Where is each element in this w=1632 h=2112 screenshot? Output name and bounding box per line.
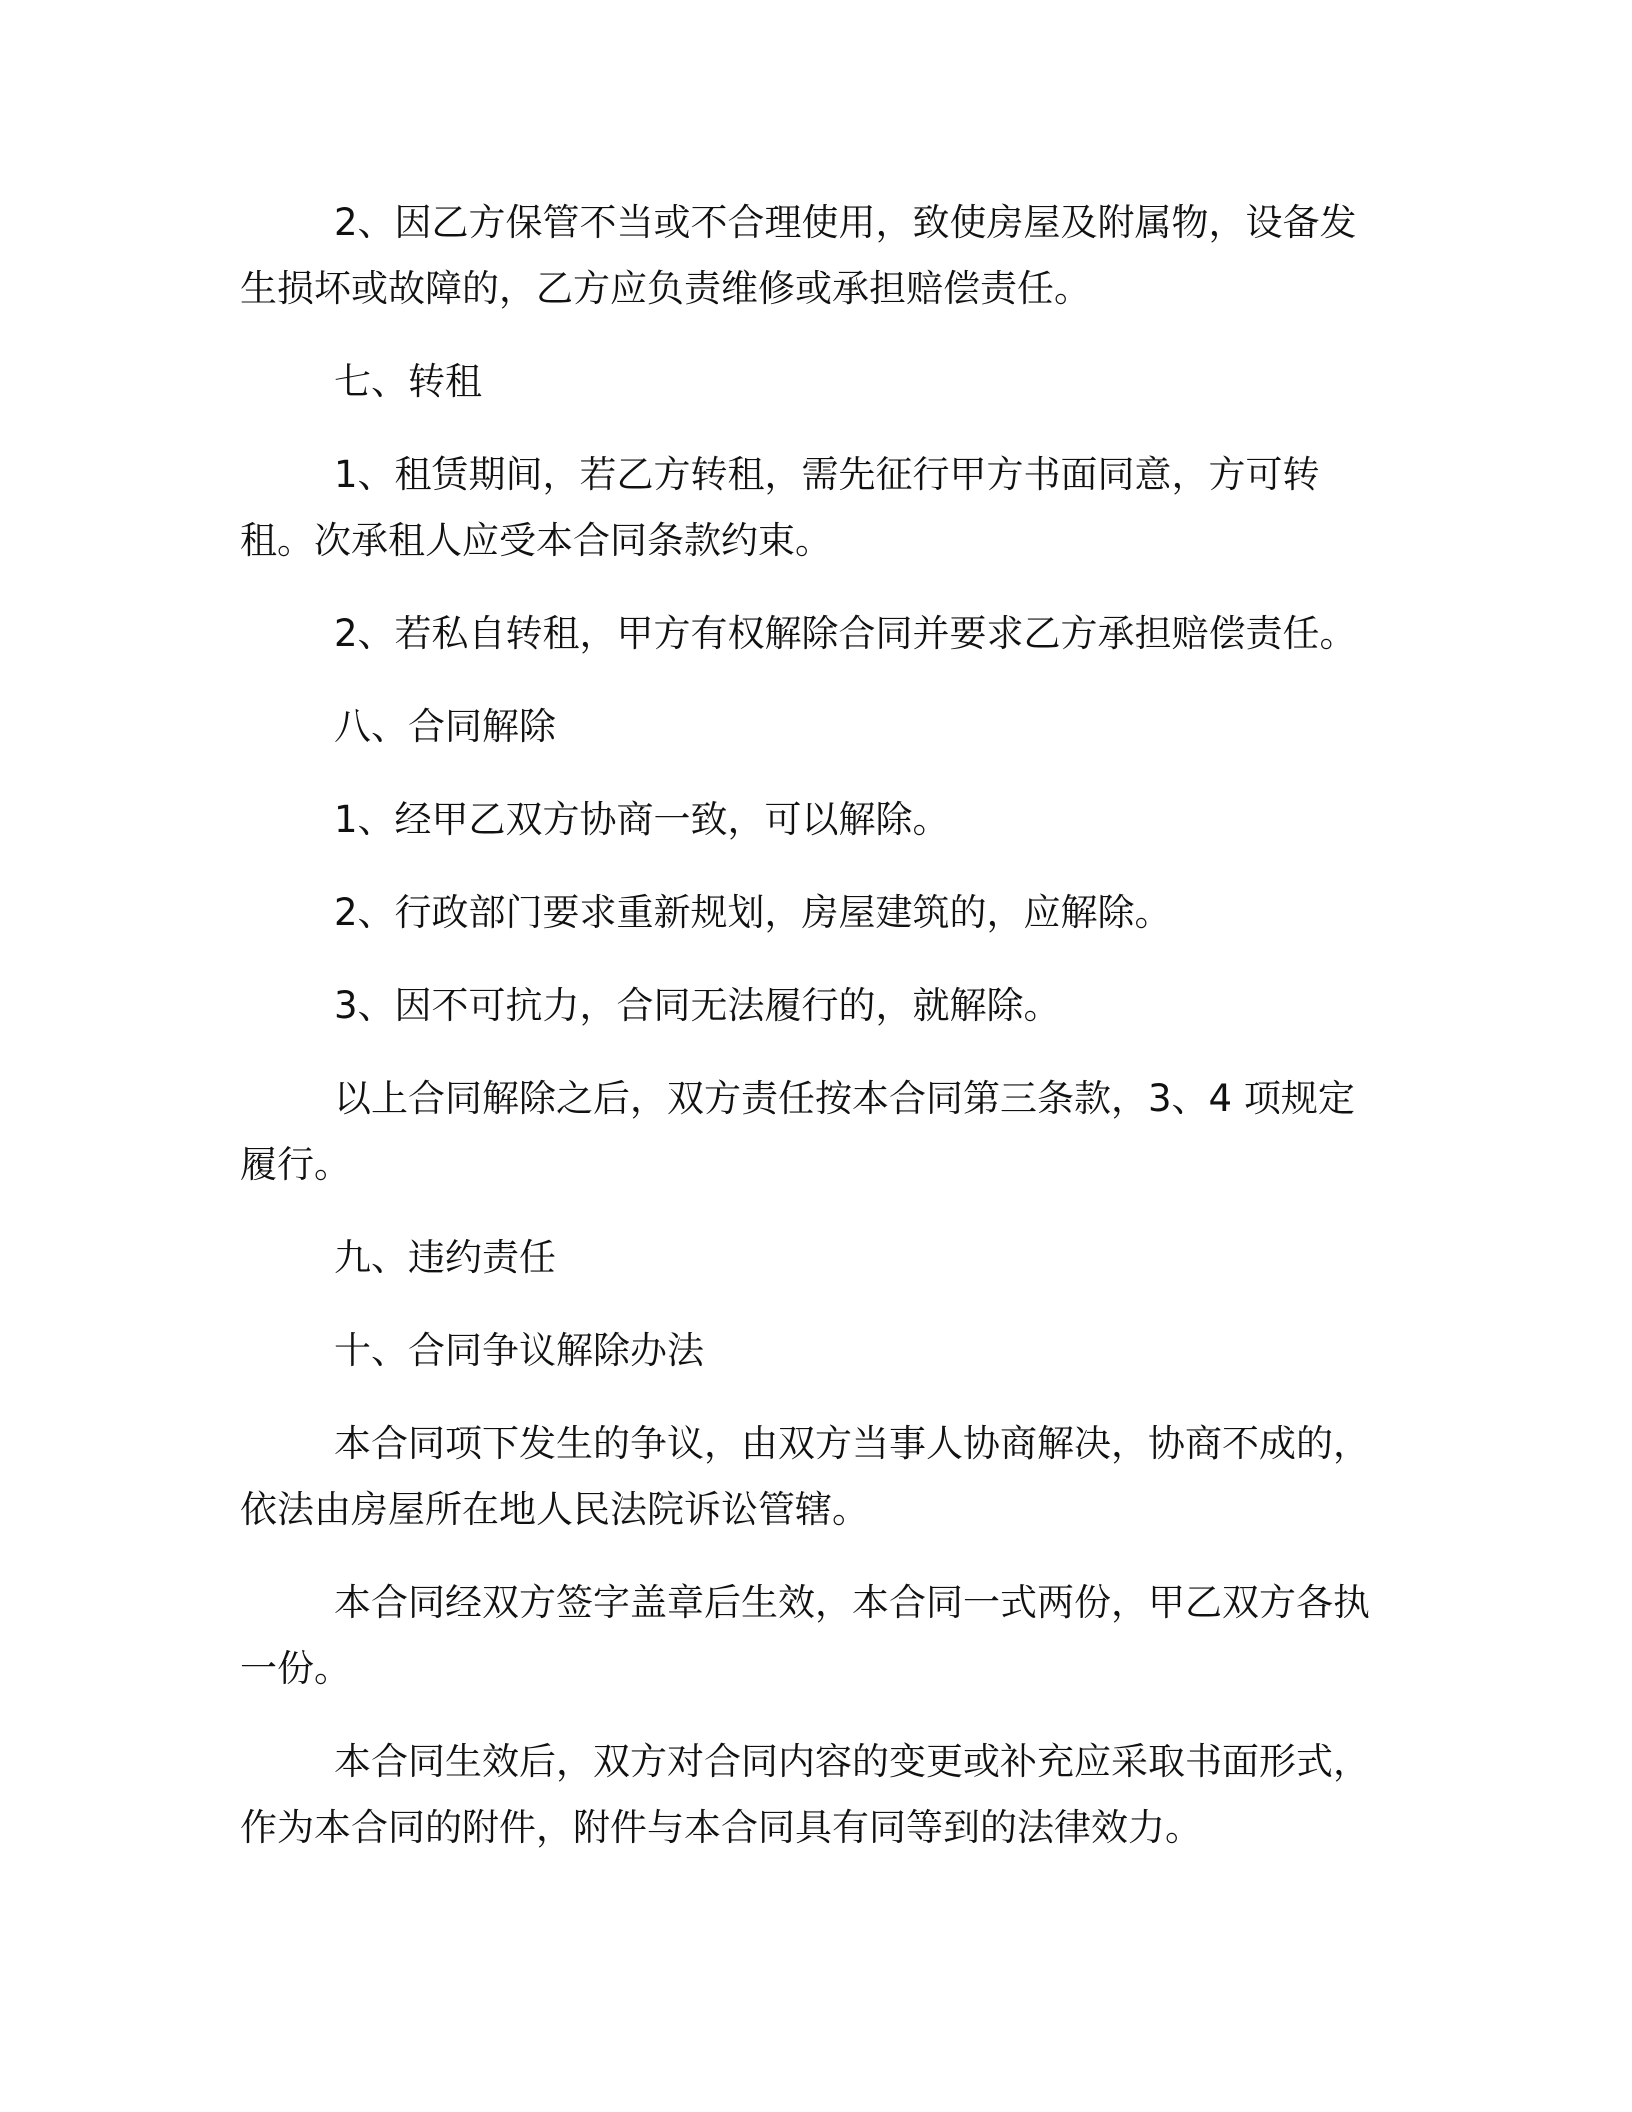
document-body bbox=[240, 190, 1380, 1888]
section-heading-7: 七、转租 bbox=[334, 360, 482, 403]
clause-8-note: 以上合同解除之后，双方责任按本合同第三条款，3、4 项规定履行。 bbox=[240, 1077, 1355, 1186]
clause-8-item-2: 2、行政部门要求重新规划，房屋建筑的，应解除。 bbox=[334, 891, 1172, 934]
effectiveness-paragraph: 本合同经双方签字盖章后生效，本合同一式两份，甲乙双方各执一份。 bbox=[240, 1581, 1370, 1690]
section-heading-8: 八、合同解除 bbox=[334, 705, 556, 748]
clause-8-item-3: 3、因不可抗力，合同无法履行的，就解除。 bbox=[334, 984, 1061, 1027]
dispute-resolution-paragraph: 本合同项下发生的争议，由双方当事人协商解决，协商不成的，依法由房屋所在地人民法院诉讼管辖。 bbox=[240, 1422, 1370, 1531]
clause-8-item-1: 1、经甲乙双方协商一致，可以解除。 bbox=[334, 798, 950, 841]
clause-7-item-2: 2、若私自转租，甲方有权解除合同并要求乙方承担赔偿责任。 bbox=[334, 612, 1357, 655]
section-heading-9: 九、违约责任 bbox=[334, 1236, 556, 1279]
amendment-paragraph: 本合同生效后，双方对合同内容的变更或补充应采取书面形式，作为本合同的附件，附件与本合同具有同等到的法律效力。 bbox=[240, 1740, 1370, 1849]
clause-7-item-1: 1、租赁期间，若乙方转租，需先征行甲方书面同意，方可转租。次承租人应受本合同条款约束。 bbox=[240, 453, 1320, 562]
section-heading-10: 十、合同争议解除办法 bbox=[334, 1329, 704, 1372]
clause-6-item-2: 2、因乙方保管不当或不合理使用，致使房屋及附属物，设备发生损坏或故障的，乙方应负责维修或承担赔偿责任。 bbox=[240, 201, 1357, 310]
